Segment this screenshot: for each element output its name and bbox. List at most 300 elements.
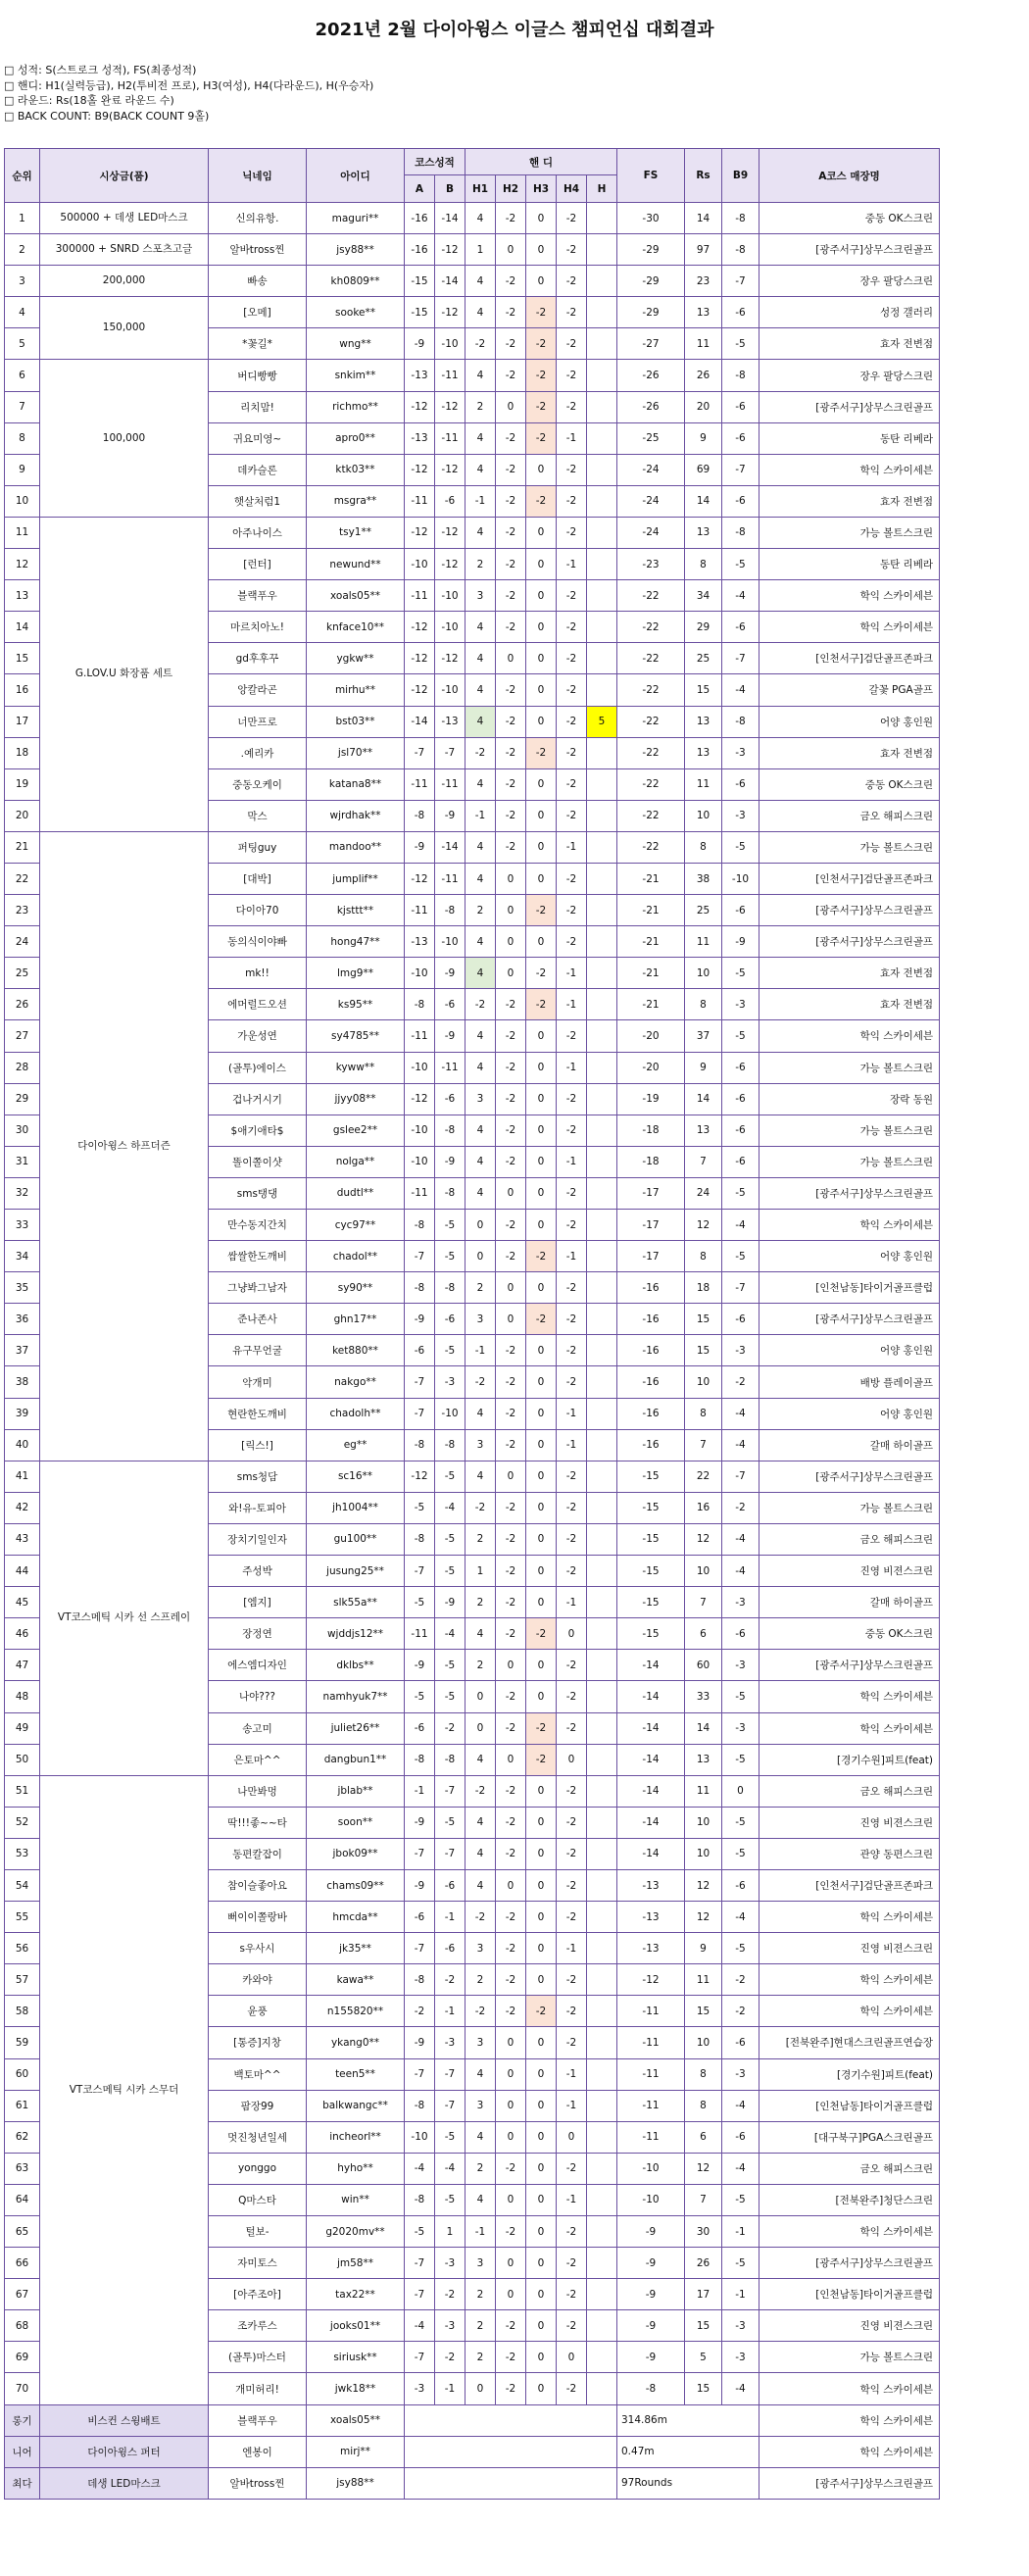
cell-nickname: 겁나거시기 [209, 1083, 307, 1115]
cell-h1: 4 [466, 831, 496, 863]
cell-fs: -21 [617, 989, 685, 1020]
header-store: A코스 매장명 [760, 149, 940, 203]
cell-h3: 0 [526, 1681, 557, 1712]
cell-h2: 0 [496, 643, 526, 674]
cell-h [587, 1807, 617, 1838]
cell-id: hmcda** [307, 1902, 405, 1933]
cell-rs: 14 [685, 485, 722, 517]
cell-rank: 17 [5, 706, 40, 737]
cell-h1: 1 [466, 1556, 496, 1587]
cell-nickname: 조카루스 [209, 2310, 307, 2342]
cell-a: -12 [405, 1461, 435, 1492]
cell-rs: 11 [685, 768, 722, 800]
cell-rs: 11 [685, 1964, 722, 1996]
cell-fs: -24 [617, 485, 685, 517]
cell-fs: -22 [617, 674, 685, 706]
cell-rank: 38 [5, 1366, 40, 1398]
cell-h [587, 2310, 617, 2342]
cell-h4: -2 [557, 768, 587, 800]
cell-fs: -18 [617, 1115, 685, 1146]
cell-b9: -6 [722, 612, 760, 643]
cell-h1: 2 [466, 2153, 496, 2184]
cell-fs: -22 [617, 706, 685, 737]
cell-rank: 47 [5, 1650, 40, 1681]
cell-id: cyc97** [307, 1210, 405, 1241]
cell-h2: -2 [496, 737, 526, 768]
cell-h4: -2 [557, 1366, 587, 1398]
cell-b: -11 [435, 768, 466, 800]
cell-b: -8 [435, 895, 466, 926]
cell-h1: 2 [466, 895, 496, 926]
cell-fs: -22 [617, 612, 685, 643]
cell-h3: -2 [526, 360, 557, 391]
cell-store: [경기수원]피트(feat) [760, 2058, 940, 2090]
cell-b9: -5 [722, 1807, 760, 1838]
cell-a: -10 [405, 1052, 435, 1083]
cell-nickname: [런터] [209, 549, 307, 580]
cell-fs: -26 [617, 360, 685, 391]
cell-store: [대구북구]PGA스크린골프 [760, 2121, 940, 2153]
cell-b: -5 [435, 1335, 466, 1366]
cell-h2: 0 [496, 2184, 526, 2215]
cell-h3: 0 [526, 1523, 557, 1555]
cell-nickname: [릭스!] [209, 1429, 307, 1461]
cell-h2: 0 [496, 1177, 526, 1209]
cell-b: -9 [435, 1020, 466, 1052]
cell-rank: 36 [5, 1304, 40, 1335]
cell-rank: 50 [5, 1744, 40, 1775]
cell-fs: -30 [617, 203, 685, 234]
cell-nickname: (골투)마스터 [209, 2342, 307, 2373]
cell-h3: -2 [526, 391, 557, 422]
cell-b9: -8 [722, 706, 760, 737]
cell-b: -7 [435, 1775, 466, 1807]
cell-fs: -16 [617, 1366, 685, 1398]
cell-b9: -6 [722, 2027, 760, 2058]
cell-rs: 26 [685, 2248, 722, 2279]
cell-id: sc16** [307, 1461, 405, 1492]
cell-a: -2 [405, 1996, 435, 2027]
cell-a: -7 [405, 1366, 435, 1398]
cell-h3: 0 [526, 800, 557, 831]
cell-rank: 2 [5, 234, 40, 266]
cell-rank: 56 [5, 1933, 40, 1964]
cell-fs: -14 [617, 1650, 685, 1681]
cell-b: -9 [435, 1587, 466, 1618]
table-row [5, 831, 940, 863]
cell-fs: -27 [617, 328, 685, 360]
cell-nickname: 버디빵빵 [209, 360, 307, 391]
cell-nickname: 장치기일인자 [209, 1523, 307, 1555]
cell-h4: -1 [557, 1429, 587, 1461]
cell-store: 금오 해피스크린 [760, 800, 940, 831]
cell-a: -4 [405, 2310, 435, 2342]
header-h3: H3 [526, 175, 557, 203]
cell-rank: 16 [5, 674, 40, 706]
cell-h2: -2 [496, 674, 526, 706]
cell-b: -9 [435, 800, 466, 831]
cell-h4: -2 [557, 1964, 587, 1996]
cell-h2: -2 [496, 517, 526, 548]
cell-h [587, 1272, 617, 1304]
cell-h1: -2 [466, 1902, 496, 1933]
cell-b: -5 [435, 1241, 466, 1272]
cell-b: -11 [435, 863, 466, 894]
cell-nickname: 팜장99 [209, 2090, 307, 2121]
cell-fs: -14 [617, 1712, 685, 1744]
cell-h2: -2 [496, 1052, 526, 1083]
cell-id: eg** [307, 1429, 405, 1461]
cell-store: [인천남동]타이거골프클럽 [760, 2090, 940, 2121]
cell-h1: 4 [466, 266, 496, 297]
header-h4: H4 [557, 175, 587, 203]
cell-a: -1 [405, 1775, 435, 1807]
cell-b9: -4 [722, 1210, 760, 1241]
cell-h1: 2 [466, 1964, 496, 1996]
cell-h3: 0 [526, 203, 557, 234]
cell-store: 학익 스카이세븐 [760, 1712, 940, 1744]
cell-b: -4 [435, 1618, 466, 1650]
cell-fs: -22 [617, 768, 685, 800]
cell-rs: 10 [685, 1838, 722, 1869]
cell-h1: 2 [466, 391, 496, 422]
cell-id: maguri** [307, 203, 405, 234]
cell-h3: 0 [526, 234, 557, 266]
cell-b: -11 [435, 422, 466, 454]
cell-rs: 8 [685, 1241, 722, 1272]
cell-rs: 15 [685, 2310, 722, 2342]
cell-b: -2 [435, 1964, 466, 1996]
cell-fs: -14 [617, 1775, 685, 1807]
cell-h2: -2 [496, 1807, 526, 1838]
cell-rs: 13 [685, 1744, 722, 1775]
cell-h: 5 [587, 706, 617, 737]
cell-b: -14 [435, 203, 466, 234]
cell-h3: 0 [526, 1115, 557, 1146]
cell-store: 학익 스카이세븐 [760, 1964, 940, 1996]
cell-a: -10 [405, 1146, 435, 1177]
cell-nickname: 다이아70 [209, 895, 307, 926]
cell-h1: 4 [466, 2184, 496, 2215]
cell-b9: -3 [722, 2058, 760, 2090]
cell-h4: -1 [557, 1587, 587, 1618]
cell-h [587, 2248, 617, 2279]
cell-a: -12 [405, 674, 435, 706]
cell-nickname: 신의유항. [209, 203, 307, 234]
cell-h1: 3 [466, 1304, 496, 1335]
cell-h4: -2 [557, 895, 587, 926]
cell-rank: 67 [5, 2279, 40, 2310]
cell-rank: 40 [5, 1429, 40, 1461]
cell-id: hyho** [307, 2153, 405, 2184]
cell-nickname: 자미토스 [209, 2248, 307, 2279]
cell-nickname: 윤풍 [209, 1996, 307, 2027]
cell-b: -12 [435, 549, 466, 580]
cell-b9: -4 [722, 1556, 760, 1587]
cell-h1: 4 [466, 422, 496, 454]
cell-h [587, 1398, 617, 1429]
cell-h1: 4 [466, 1146, 496, 1177]
cell-id: richmo** [307, 391, 405, 422]
cell-fs: -15 [617, 1587, 685, 1618]
cell-b: -5 [435, 1807, 466, 1838]
cell-store: [인천서구]검단골프존파크 [760, 1869, 940, 1901]
cell-rank: 15 [5, 643, 40, 674]
cell-h1: 4 [466, 1052, 496, 1083]
cell-h2: -2 [496, 612, 526, 643]
cell-id: win** [307, 2184, 405, 2215]
cell-a: -11 [405, 1020, 435, 1052]
special-prize: 비스컨 스윙배트 [40, 2404, 209, 2436]
cell-nickname: 나야??? [209, 1681, 307, 1712]
cell-fs: -22 [617, 643, 685, 674]
cell-rank: 62 [5, 2121, 40, 2153]
cell-b9: -5 [722, 1681, 760, 1712]
cell-h3: 0 [526, 2216, 557, 2248]
cell-h4: 0 [557, 2342, 587, 2373]
cell-h [587, 1210, 617, 1241]
cell-id: wjrdhak** [307, 800, 405, 831]
cell-a: -13 [405, 422, 435, 454]
cell-h1: 4 [466, 1115, 496, 1146]
cell-a: -9 [405, 328, 435, 360]
special-award-row [5, 2404, 940, 2436]
cell-a: -8 [405, 800, 435, 831]
cell-id: ks95** [307, 989, 405, 1020]
cell-h2: -2 [496, 2342, 526, 2373]
cell-h1: 4 [466, 203, 496, 234]
cell-h4: -1 [557, 1398, 587, 1429]
header-handicap: 핸 디 [466, 149, 617, 175]
cell-rs: 69 [685, 454, 722, 485]
cell-store: 동탄 리베라 [760, 549, 940, 580]
cell-store: [광주서구]상무스크린골프 [760, 895, 940, 926]
cell-nickname: 만수동지간치 [209, 1210, 307, 1241]
cell-prize: 다이아윙스 하프더즌 [40, 831, 209, 1461]
cell-h2: 0 [496, 391, 526, 422]
cell-id: nolga** [307, 1146, 405, 1177]
special-empty [405, 2436, 617, 2467]
cell-rs: 7 [685, 2184, 722, 2215]
header-b: B [435, 175, 466, 203]
cell-nickname: 유구무언굴 [209, 1335, 307, 1366]
cell-a: -11 [405, 1177, 435, 1209]
cell-nickname: 에스엠디자인 [209, 1650, 307, 1681]
cell-id: ykang0** [307, 2027, 405, 2058]
cell-nickname: Q마스타 [209, 2184, 307, 2215]
special-record: 314.86m [617, 2404, 760, 2436]
cell-h4: -1 [557, 2184, 587, 2215]
cell-b9: -3 [722, 800, 760, 831]
cell-prize: 200,000 [40, 266, 209, 297]
cell-b9: -6 [722, 1115, 760, 1146]
cell-h2: -2 [496, 422, 526, 454]
cell-id: knface10** [307, 612, 405, 643]
cell-h2: 0 [496, 1869, 526, 1901]
cell-a: -13 [405, 926, 435, 958]
cell-h [587, 831, 617, 863]
cell-h1: 0 [466, 1241, 496, 1272]
cell-id: jh1004** [307, 1492, 405, 1523]
cell-rank: 13 [5, 580, 40, 612]
cell-h [587, 1461, 617, 1492]
cell-id: kawa** [307, 1964, 405, 1996]
cell-h2: 0 [496, 2248, 526, 2279]
cell-fs: -8 [617, 2373, 685, 2404]
cell-b: -9 [435, 958, 466, 989]
cell-rank: 54 [5, 1869, 40, 1901]
cell-h [587, 517, 617, 548]
cell-h1: -2 [466, 737, 496, 768]
cell-rank: 22 [5, 863, 40, 894]
cell-store: [전북완주]청단스크린 [760, 2184, 940, 2215]
cell-b9: -7 [722, 266, 760, 297]
cell-h3: 0 [526, 1587, 557, 1618]
cell-rs: 37 [685, 1020, 722, 1052]
cell-h [587, 1052, 617, 1083]
cell-b9: -3 [722, 737, 760, 768]
cell-rank: 61 [5, 2090, 40, 2121]
special-empty [405, 2467, 617, 2499]
cell-a: -8 [405, 1964, 435, 1996]
cell-id: sy4785** [307, 1020, 405, 1052]
cell-b9: -6 [722, 485, 760, 517]
cell-rs: 15 [685, 1996, 722, 2027]
cell-id: xoals05** [307, 580, 405, 612]
cell-rank: 10 [5, 485, 40, 517]
cell-b9: -3 [722, 1650, 760, 1681]
cell-nickname: 준나존사 [209, 1304, 307, 1335]
special-award-row [5, 2467, 940, 2499]
cell-store: 가능 볼트스크린 [760, 1146, 940, 1177]
cell-fs: -17 [617, 1210, 685, 1241]
cell-b: -3 [435, 1366, 466, 1398]
cell-b: -7 [435, 737, 466, 768]
cell-rs: 20 [685, 391, 722, 422]
cell-h4: -2 [557, 203, 587, 234]
cell-store: [광주서구]상무스크린골프 [760, 1461, 940, 1492]
cell-h1: 4 [466, 674, 496, 706]
cell-h2: -2 [496, 1933, 526, 1964]
cell-h4: -2 [557, 863, 587, 894]
cell-rank: 49 [5, 1712, 40, 1744]
cell-fs: -15 [617, 1492, 685, 1523]
cell-a: -8 [405, 1523, 435, 1555]
cell-h4: -2 [557, 1650, 587, 1681]
cell-rs: 9 [685, 1052, 722, 1083]
cell-a: -8 [405, 1429, 435, 1461]
cell-rank: 42 [5, 1492, 40, 1523]
cell-fs: -18 [617, 1146, 685, 1177]
cell-b9: -5 [722, 1177, 760, 1209]
cell-h1: 4 [466, 1838, 496, 1869]
cell-a: -3 [405, 2373, 435, 2404]
cell-h3: 0 [526, 1083, 557, 1115]
cell-rs: 15 [685, 1335, 722, 1366]
cell-store: 진영 비젼스크린 [760, 2310, 940, 2342]
cell-id: jooks01** [307, 2310, 405, 2342]
cell-rank: 4 [5, 297, 40, 328]
cell-b: -6 [435, 1933, 466, 1964]
cell-rs: 8 [685, 2058, 722, 2090]
cell-b9: -2 [722, 1366, 760, 1398]
cell-h [587, 360, 617, 391]
cell-h2: -2 [496, 2373, 526, 2404]
cell-store: 가능 볼트스크린 [760, 831, 940, 863]
cell-rs: 33 [685, 1681, 722, 1712]
cell-h3: 0 [526, 1146, 557, 1177]
cell-h1: 3 [466, 1429, 496, 1461]
cell-h1: 4 [466, 360, 496, 391]
cell-h2: -2 [496, 549, 526, 580]
cell-rs: 13 [685, 706, 722, 737]
cell-a: -11 [405, 895, 435, 926]
cell-h [587, 1523, 617, 1555]
cell-store: 갈매 하이골프 [760, 1429, 940, 1461]
cell-h [587, 454, 617, 485]
cell-b9: -8 [722, 360, 760, 391]
cell-fs: -21 [617, 863, 685, 894]
cell-h [587, 1083, 617, 1115]
cell-id: jm58** [307, 2248, 405, 2279]
cell-h4: -2 [557, 234, 587, 266]
cell-h4: -2 [557, 1712, 587, 1744]
cell-h2: -2 [496, 1366, 526, 1398]
cell-h2: -2 [496, 1429, 526, 1461]
cell-a: -12 [405, 454, 435, 485]
cell-h4: -2 [557, 926, 587, 958]
cell-fs: -25 [617, 422, 685, 454]
cell-rs: 8 [685, 1398, 722, 1429]
cell-id: msgra** [307, 485, 405, 517]
cell-prize: 500000 + 데생 LED마스크 [40, 203, 209, 234]
cell-b9: -5 [722, 549, 760, 580]
cell-h4: -2 [557, 1272, 587, 1304]
cell-b9: -4 [722, 2090, 760, 2121]
cell-h [587, 1492, 617, 1523]
special-id: xoals05** [307, 2404, 405, 2436]
cell-rs: 30 [685, 2216, 722, 2248]
cell-rank: 53 [5, 1838, 40, 1869]
cell-b: -9 [435, 1146, 466, 1177]
cell-h2: -2 [496, 1838, 526, 1869]
cell-h [587, 391, 617, 422]
header-nickname: 닉네임 [209, 149, 307, 203]
cell-b9: -5 [722, 2184, 760, 2215]
cell-a: -8 [405, 1272, 435, 1304]
cell-rank: 26 [5, 989, 40, 1020]
cell-rs: 11 [685, 328, 722, 360]
cell-rank: 28 [5, 1052, 40, 1083]
cell-h1: 4 [466, 863, 496, 894]
cell-b: -8 [435, 1429, 466, 1461]
cell-b: -5 [435, 1650, 466, 1681]
cell-nickname: mk!! [209, 958, 307, 989]
cell-h2: -2 [496, 1115, 526, 1146]
cell-store: 가능 볼트스크린 [760, 1115, 940, 1146]
cell-rank: 33 [5, 1210, 40, 1241]
cell-nickname: 멋진청년일세 [209, 2121, 307, 2153]
cell-rank: 31 [5, 1146, 40, 1177]
cell-rs: 10 [685, 800, 722, 831]
cell-h2: 0 [496, 2058, 526, 2090]
cell-h2: -2 [496, 831, 526, 863]
special-store: 학익 스카이세븐 [760, 2404, 940, 2436]
cell-h1: 4 [466, 517, 496, 548]
cell-a: -12 [405, 612, 435, 643]
cell-store: [광주서구]상무스크린골프 [760, 2248, 940, 2279]
cell-h4: -2 [557, 328, 587, 360]
